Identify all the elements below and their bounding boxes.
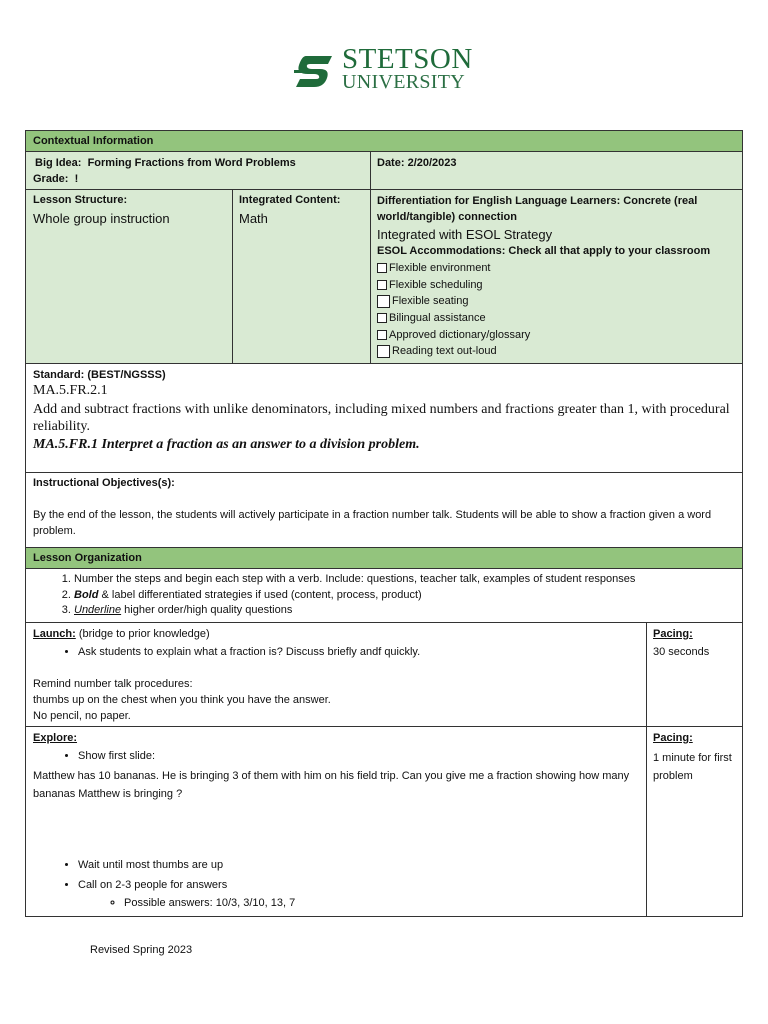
explore-label: Explore: — [33, 732, 78, 744]
standard-cell — [25, 363, 743, 473]
esol-item[interactable] — [377, 293, 530, 309]
esol-item-label: Flexible seating — [392, 295, 469, 307]
date-line — [377, 156, 457, 170]
explore-bullets-2 — [26, 856, 227, 894]
checkbox-icon[interactable] — [377, 345, 390, 358]
differentiation-cell — [370, 189, 743, 364]
explore-pacing-cell — [646, 726, 743, 917]
organization-heading: Lesson Organization — [33, 552, 142, 564]
stetson-s-logo-icon — [294, 54, 334, 90]
esol-item[interactable] — [377, 327, 530, 343]
lesson-structure-cell — [25, 189, 233, 364]
footer-note: Revised Spring 2023 — [90, 944, 193, 956]
esol-item-label: Flexible scheduling — [389, 279, 483, 291]
objectives-label: Instructional Objectives(s): — [33, 477, 175, 489]
organization-heading-row — [25, 547, 743, 569]
date-value: 2/20/2023 — [407, 157, 457, 169]
organization-item-2 — [74, 588, 635, 604]
date-cell — [370, 151, 743, 190]
integrated-content-value: Math — [239, 211, 268, 226]
esol-item-label: Bilingual assistance — [389, 312, 486, 324]
launch-bullet: • Ask students to explain what a fraction is? Discuss briefly andf quickly. — [78, 643, 420, 661]
standard-label: Standard: (BEST/NGSSS) — [33, 369, 166, 381]
big-idea-cell — [25, 151, 371, 190]
explore-bullets-1 — [26, 747, 155, 765]
checkbox-icon[interactable] — [377, 280, 387, 290]
grade-value: ! — [74, 173, 79, 185]
logo-line-1: STETSON — [342, 43, 473, 75]
esol-item[interactable] — [377, 343, 530, 359]
launch-pacing-cell — [646, 622, 743, 727]
launch-cell — [25, 622, 647, 727]
checkbox-icon[interactable] — [377, 330, 387, 340]
launch-line-3: No pencil, no paper. — [33, 710, 131, 722]
logo-line-2: UNIVERSITY — [342, 71, 465, 93]
contextual-heading-row — [25, 130, 743, 152]
differentiation-label: Differentiation for English Language Learners: Concrete (real world/tangible) connection — [377, 195, 698, 223]
big-idea-value: Forming Fractions from Word Problems — [87, 157, 296, 169]
esol-item-label: Approved dictionary/glossary — [389, 329, 531, 341]
bold-emphasis: Bold — [74, 588, 99, 601]
esol-item-label: Flexible environment — [389, 262, 491, 274]
organization-item-1: 1. Number the steps and begin each step with a verb. Include: questions, teacher talk, examples of student responses — [74, 572, 635, 588]
objectives-cell — [25, 472, 743, 548]
organization-item-3 — [74, 603, 635, 619]
explore-cell — [25, 726, 647, 917]
underline-emphasis: Underline — [74, 604, 122, 616]
launch-bullets — [26, 643, 420, 661]
esol-checklist — [377, 260, 530, 359]
university-logo — [294, 44, 494, 96]
objectives-text: By the end of the lesson, the students will actively participate in a fraction number talk. Students will be able to show a fraction given a word problem. — [33, 509, 712, 537]
organization-item-2-text: & label differentiated strategies if used (content, process, product) — [98, 588, 422, 601]
grade-line — [33, 172, 78, 186]
launch-line-2: thumbs up on the chest when you think you have the answer. — [33, 694, 331, 706]
checkbox-icon[interactable] — [377, 263, 387, 273]
integrated-content-cell — [232, 189, 371, 364]
explore-bullet-2: • Wait until most thumbs are up — [78, 856, 227, 874]
explore-bullet-3: • Call on 2-3 people for answers — [78, 876, 227, 894]
lesson-structure-label: Lesson Structure: — [33, 194, 128, 206]
standard-text: Add and subtract fractions with unlike denominators, including mixed numbers and fractions greater than 1, with procedural reliability. — [33, 402, 730, 434]
launch-pacing-value: 30 seconds — [653, 646, 710, 658]
launch-pacing-label: Pacing: — [653, 628, 693, 640]
grade-label: Grade: — [33, 173, 69, 185]
explore-subbullets — [26, 894, 295, 912]
explore-problem: Matthew has 10 bananas. He is bringing 3 of them with him on his field trip. Can you give me a fraction showing how many bananas Matthew is bringing ? — [33, 770, 630, 800]
differentiation-value: Integrated with ESOL Strategy — [377, 227, 553, 242]
checkbox-icon[interactable] — [377, 295, 390, 308]
big-idea-line — [35, 156, 296, 170]
esol-item-label: Reading text out-loud — [392, 345, 497, 357]
explore-pacing-label: Pacing: — [653, 732, 693, 744]
esol-item[interactable] — [377, 260, 530, 276]
launch-line-1: Remind number talk procedures: — [33, 678, 193, 690]
esol-item[interactable] — [377, 277, 530, 293]
organization-list — [32, 572, 635, 619]
checkbox-icon[interactable] — [377, 313, 387, 323]
organization-cell — [25, 568, 743, 623]
organization-item-3-text: higher order/high quality questions — [121, 604, 293, 616]
big-idea-label: Big Idea: — [35, 157, 82, 169]
standard-extra: MA.5.FR.1 Interpret a fraction as an answer to a division problem. — [33, 437, 420, 452]
launch-heading — [33, 627, 210, 641]
launch-label: Launch: — [33, 628, 76, 640]
integrated-content-label: Integrated Content: — [239, 194, 341, 206]
explore-subbullet: ◦ Possible answers: 10/3, 3/10, 13, 7 — [124, 894, 295, 912]
contextual-heading: Contextual Information — [33, 135, 154, 147]
esol-item[interactable] — [377, 310, 530, 326]
date-label: Date: — [377, 157, 405, 169]
explore-bullet-1: • Show first slide: — [78, 747, 155, 765]
lesson-structure-value: Whole group instruction — [33, 211, 170, 226]
launch-label-rest: (bridge to prior knowledge) — [75, 628, 210, 640]
explore-pacing-value: 1 minute for first problem — [653, 752, 732, 782]
standard-code: MA.5.FR.2.1 — [33, 383, 108, 398]
esol-label: ESOL Accommodations: Check all that apply to your classroom — [377, 245, 711, 257]
